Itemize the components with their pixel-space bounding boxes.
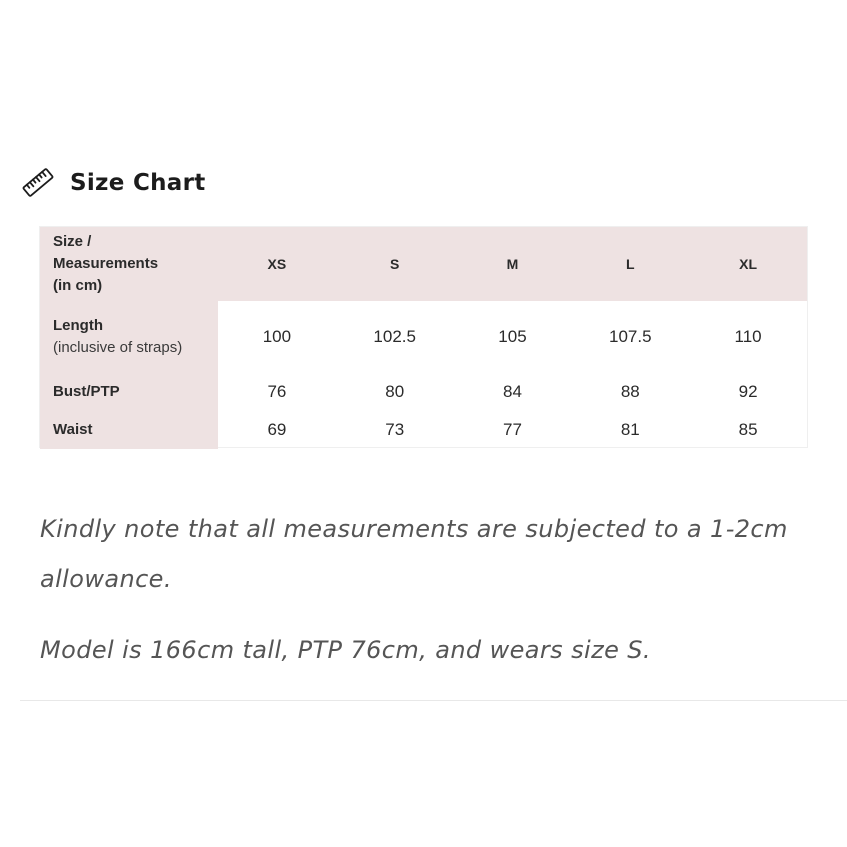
table-header-row <box>40 227 807 301</box>
row-label-cell <box>40 373 218 411</box>
allowance-note: Kindly note that all measurements are subjected to a 1-2cm allowance. <box>40 515 788 593</box>
row-label: Waist <box>53 421 93 438</box>
table-row <box>40 411 807 449</box>
row-label-cell <box>40 411 218 449</box>
table-cell: 88 <box>620 382 640 401</box>
size-header-l: L <box>571 227 689 301</box>
row-sublabel: (inclusive of straps) <box>53 339 183 356</box>
table-cell: 76 <box>267 382 287 401</box>
row-label: Bust/PTP <box>53 383 120 400</box>
model-note: Model is 166cm tall, PTP 76cm, and wears size S. <box>40 636 651 664</box>
section-title: Size Chart <box>70 170 206 196</box>
size-header-s: S <box>336 227 454 301</box>
table-row <box>40 301 807 373</box>
size-chart-header <box>20 164 206 202</box>
table-cell: 102.5 <box>373 327 416 346</box>
header-label-line: Measurements <box>53 255 159 272</box>
header-label-line: Size / <box>53 233 92 250</box>
table-cell: 84 <box>503 382 522 401</box>
table-cell: 69 <box>267 420 287 439</box>
size-header-m: M <box>454 227 572 301</box>
table-row <box>40 373 807 411</box>
header-label-line: (in cm) <box>53 277 103 294</box>
table-cell: 85 <box>738 420 758 439</box>
table-cell: 81 <box>620 420 640 439</box>
table-cell: 105 <box>498 327 527 346</box>
table-cell: 77 <box>503 420 522 439</box>
table-cell: 107.5 <box>609 327 652 346</box>
size-header-xs: XS <box>218 227 336 301</box>
size-header-xl: XL <box>689 227 807 301</box>
row-label-cell <box>40 301 218 373</box>
table-cell: 73 <box>385 420 405 439</box>
table-cell: 100 <box>262 327 292 346</box>
table-cell: 80 <box>385 382 405 401</box>
ruler-icon <box>20 165 56 201</box>
table-cell: 92 <box>738 382 758 401</box>
section-divider <box>20 700 847 701</box>
header-label-cell <box>40 227 218 301</box>
row-label: Length <box>53 317 103 334</box>
size-chart-table <box>39 226 808 448</box>
table-cell: 110 <box>734 327 762 346</box>
